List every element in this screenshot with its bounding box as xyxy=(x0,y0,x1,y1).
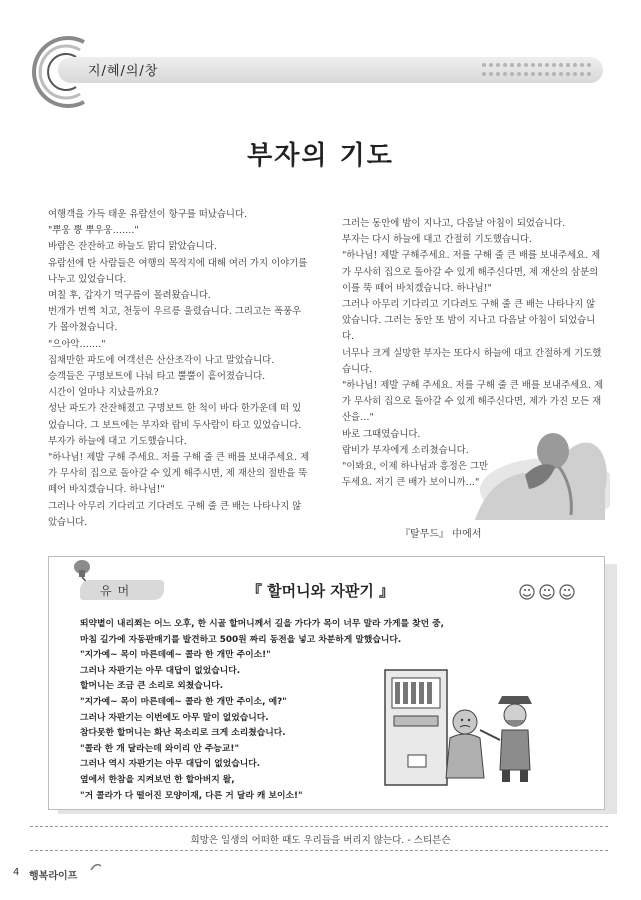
brand-swirl-icon xyxy=(90,862,102,872)
humor-line: 그러나 역시 자판기는 아무 대답이 없었습니다. xyxy=(80,759,261,770)
source-citation: 『탈무드』 中에서 xyxy=(400,529,482,540)
paragraph: 며칠 후, 갑자기 먹구름이 몰려왔습니다. xyxy=(48,290,211,302)
paragraph: 그러나 아무리 기다리고 기다려도 구해 줄 큰 배는 나타나지 않았습니다. 그러는 동안 또 밤이 지나고 다음날 아침이 되었습니다. xyxy=(342,299,596,343)
humor-line: 참다못한 할머니는 화난 목소리로 크게 소리쳤습니다. xyxy=(80,728,286,739)
paragraph: 집채만한 파도에 여객선은 산산조각이 나고 말았습니다. xyxy=(48,354,275,366)
humor-line: "콜라 한 개 달라는데 와이리 안 주능교!" xyxy=(80,743,240,754)
humor-line: 그러나 자판기는 이번에도 아무 말이 없었습니다. xyxy=(80,712,269,723)
paragraph: 그러는 동안에 밤이 지나고, 다음날 아침이 되었습니다. xyxy=(342,218,566,229)
paragraph: "으아악……." xyxy=(48,338,106,350)
paragraph: 유람선에 탄 사람들은 여행의 목적지에 대해 여러 가지 이야기를 나누고 있었습니다. xyxy=(48,257,308,285)
paragraph: 바람은 잔잔하고 하늘도 맑디 맑았습니다. xyxy=(48,241,217,253)
paragraph: 바로 그때였습니다. xyxy=(342,428,421,440)
paragraph: 승객들은 구명보트에 나눠 타고 뿔뿔이 흩어졌습니다. xyxy=(48,371,266,383)
dot-pattern-decoration xyxy=(480,60,595,80)
humor-line: 그러나 자판기는 아무 대답이 없었습니다. xyxy=(80,665,241,676)
humor-line: "지가예~ 목이 마른데예~ 콜라 한 개만 주이소!" xyxy=(80,650,271,661)
paragraph: 여행객을 가득 태운 유람선이 항구를 떠났습니다. xyxy=(48,209,248,220)
paragraph: 성난 파도가 잔잔해졌고 구명보트 한 척이 바다 한가운데 떠 있었습니다. 그 보트에는 부자와 랍비 두사람이 타고 있었습니다. xyxy=(48,403,302,431)
paragraph: 번개가 번쩍 치고, 천둥이 우르릉 울렸습니다. 그리고는 폭풍우가 몰아쳤습니다. xyxy=(48,306,302,334)
humor-line: 옆에서 한참을 지켜보던 한 할아버지 왈, xyxy=(80,774,235,785)
paragraph: 부자가 하늘에 대고 기도했습니다. xyxy=(48,435,187,447)
page-number: 4 xyxy=(13,867,20,878)
divider xyxy=(30,850,608,851)
paragraph: "뿌웅 뿡 뿌우웅……." xyxy=(48,225,139,237)
smiley-faces-icon xyxy=(518,582,578,602)
paragraph: "하나님! 제발 구해 주세요. 저를 구해 줄 큰 배를 보내주세요. 제가 무사히 집으로 돌아갈 수 있게 해주시면, 제 재산의 절반을 뚝 떼어 바치겠습니다. 하나님!" xyxy=(48,452,310,496)
paragraph: 너무나 크게 실망한 부자는 또다시 하늘에 대고 간절하게 기도했습니다. xyxy=(342,347,602,375)
divider xyxy=(30,826,608,827)
paragraph: 그러나 아무리 기다리고 기다려도 구해 줄 큰 배는 나타나지 않았습니다. xyxy=(48,500,302,528)
humor-tag-label: 유머 xyxy=(100,584,136,598)
humor-line: 할머니는 조금 큰 소리로 외쳤습니다. xyxy=(80,681,224,692)
paragraph: "이봐요, 이제 하나님과 흥정은 그만두세요. 저기 큰 배가 보이니까…" xyxy=(342,461,489,489)
paragraph: 부자는 다시 하늘에 대고 간절히 기도했습니다. xyxy=(342,234,532,246)
humor-line: 마침 길가에 자동판매기를 발견하고 500원 짜리 동전을 넣고 차분하게 말했습니다. xyxy=(80,634,402,645)
section-title: 지/혜/의/창 xyxy=(88,64,159,79)
article-right-column xyxy=(334,216,602,491)
humor-line: "지가예~ 목이 마른데예~ 콜라 한 개만 주이소, 예?" xyxy=(80,696,287,707)
paragraph: 시간이 얼마나 지났을까요? xyxy=(48,387,159,399)
humor-line: "거 콜라가 다 떨어진 모양이재, 다른 거 달라 캐 보이소!" xyxy=(80,790,303,801)
humor-title: 『 할머니와 자판기 』 xyxy=(246,582,395,600)
paragraph: "하나님! 제발 구해주세요. 저를 구해 줄 큰 배를 보내주세요. 제가 무사히 집으로 돌아갈 수 있게 해주신다면, 제 재산의 삼분의 이를 뚝 떼어 바치겠습니다. 하나님!" xyxy=(342,250,601,294)
footer-brand: 행복라이프 xyxy=(29,871,78,882)
humor-line: 뙤약볕이 내리쬐는 어느 오후, 한 시골 할머니께서 길을 가다가 목이 너무 말라 가게를 찾던 중, xyxy=(80,619,444,629)
paragraph: 랍비가 부자에게 소리쳤습니다. xyxy=(342,444,469,456)
quote: 희망은 일생의 어떠한 때도 우리들을 버리지 않는다. - 스티븐슨 xyxy=(190,835,451,846)
article-left-column xyxy=(40,207,310,531)
vending-machine-illustration xyxy=(380,660,565,790)
paragraph: "하나님! 제발 구해 주세요. 저를 구해 줄 큰 배를 보내주세요. 제가 무사히 집으로 돌아갈 수 있게 해주신다면, 제가 가진 모든 재산을…" xyxy=(342,380,604,424)
article-title: 부자의 기도 xyxy=(247,141,394,171)
